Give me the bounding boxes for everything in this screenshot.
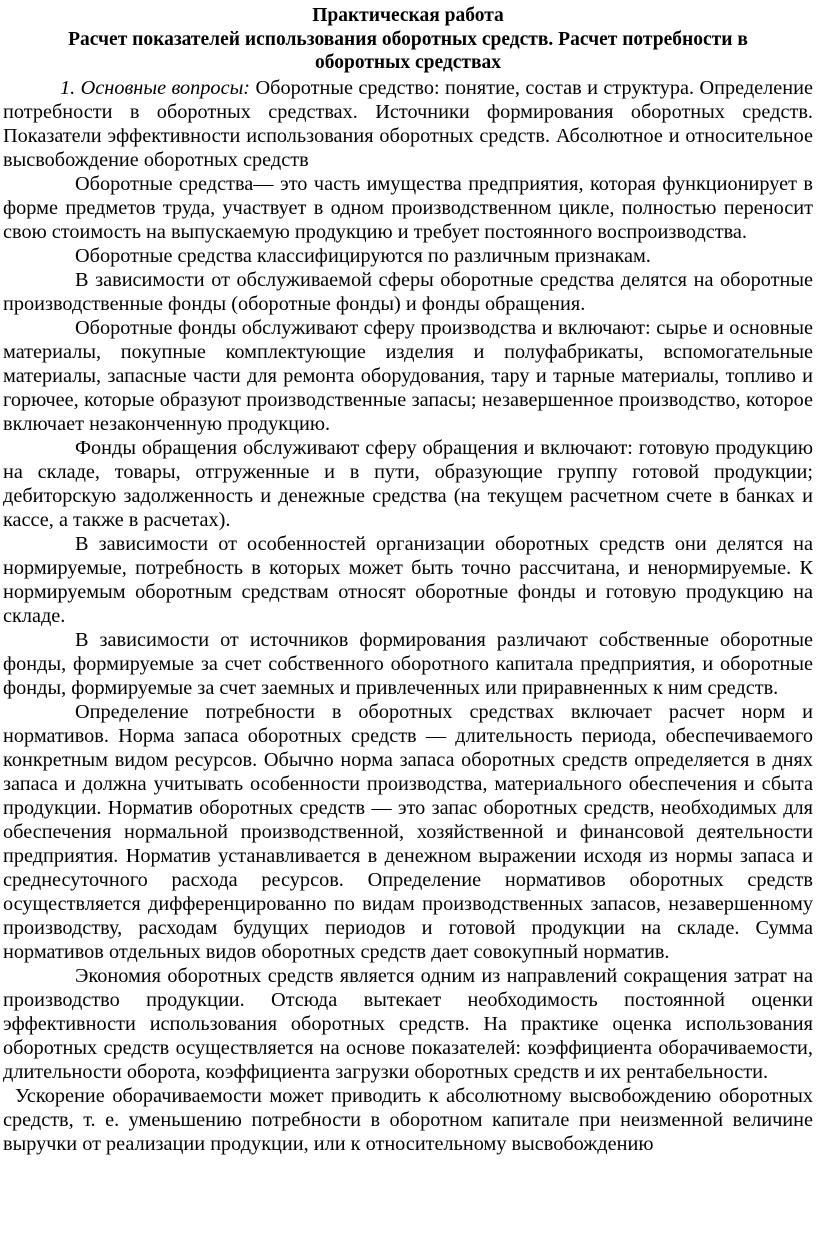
paragraph-acceleration: Ускорение оборачиваемости может приводить к абсолютному высвобождению оборотных средств, т. е. уменьшению потребности в оборотном капитале при неизменной величине выручки от реализации продукции, или к относительному высвобождению bbox=[3, 1085, 813, 1155]
questions-text: Оборотные средство: понятие, состав и структура. Определение потребности в оборотных средствах. Источники формирования оборотных средств. Показатели эффективности использования оборотных средств. Абсолютное и относительное высвобождение оборотных средств bbox=[3, 77, 813, 171]
paragraph-normalized: В зависимости от особенностей организации оборотных средств они делятся на нормируемые, потребность в которых может быть точно рассчитана, и ненормируемые. К нормируемым оборотным средствам относят оборотные фонды и готовую продукцию на складе. bbox=[3, 533, 813, 627]
document-title: Практическая работа bbox=[312, 5, 504, 26]
questions-paragraph bbox=[3, 76, 813, 172]
paragraph-circulation-funds: Фонды обращения обслуживают сферу обращения и включают: готовую продукцию на складе, товары, отгруженные и в пути, образующие группу готовой продукции; дебиторскую задолженность и денежные средства (на текущем расчетном счете в банках и кассе, а также в расчетах). bbox=[3, 437, 813, 531]
questions-label: 1. Основные вопросы: bbox=[60, 77, 251, 99]
paragraph-norms: Определение потребности в оборотных средствах включает расчет норм и нормативов. Норма запаса оборотных средств — длительность периода, обеспечиваемого конкретным видом ресурсов. Обычно норма запаса оборотных средств определяется в днях запаса и должна учитывать особенности производства, материального обеспечения и сбыта продукции. Норматив оборотных средств — это запас оборотных средств, необходимых для обеспечения нормальной производственной, хозяйственной и финансовой деятельности предприятия. Норматив устанавливается в денежном выражении исходя из нормы запаса и среднесуточного расхода ресурсов. Определение нормативов оборотных средств осуществляется дифференцированно по видам производственных запасов, незавершенному производству, расходам будущих периодов и готовой продукции на складе. Сумма нормативов отдельных видов оборотных средств дает совокупный норматив. bbox=[3, 701, 813, 963]
paragraph-definition: Оборотные средства— это часть имущества предприятия, которая функционирует в форме предметов труда, участвует в одном производственном цикле, полностью переносит свою стоимость на выпускаемую продукцию и требует постоянного воспроизводства. bbox=[3, 173, 813, 243]
paragraph-sphere: В зависимости от обслуживаемой сферы оборотные средства делятся на оборотные производственные фонды (оборотные фонды) и фонды обращения. bbox=[3, 269, 813, 315]
paragraph-sources: В зависимости от источников формирования различают собственные оборотные фонды, формируемые за счет собственного оборотного капитала предприятия, и оборотные фонды, формируемые за счет заемных и привлеченных или приравненных к ним средств. bbox=[3, 629, 813, 699]
paragraph-classification: Оборотные средства классифицируются по различным признакам. bbox=[75, 245, 651, 267]
document-subtitle: Расчет показателей использования оборотных средств. Расчет потребности в оборотных средствах bbox=[68, 29, 748, 73]
document-body bbox=[3, 76, 813, 1156]
paragraph-economy: Экономия оборотных средств является одним из направлений сокращения затрат на производство продукции. Отсюда вытекает необходимость постоянной оценки эффективности использования оборотных средств. На практике оценка использования оборотных средств осуществляется на основе показателей: коэффициента оборачиваемости, длительности оборота, коэффициента загрузки оборотных средств и их рентабельности. bbox=[3, 965, 813, 1083]
paragraph-working-funds: Оборотные фонды обслуживают сферу производства и включают: сырье и основные материалы, покупные комплектующие изделия и полуфабрикаты, вспомогательные материалы, запасные части для ремонта оборудования, тару и тарные материалы, топливо и горючее, которые образуют производственные запасы; незавершенное производство, которое включает незаконченную продукцию. bbox=[3, 317, 813, 435]
